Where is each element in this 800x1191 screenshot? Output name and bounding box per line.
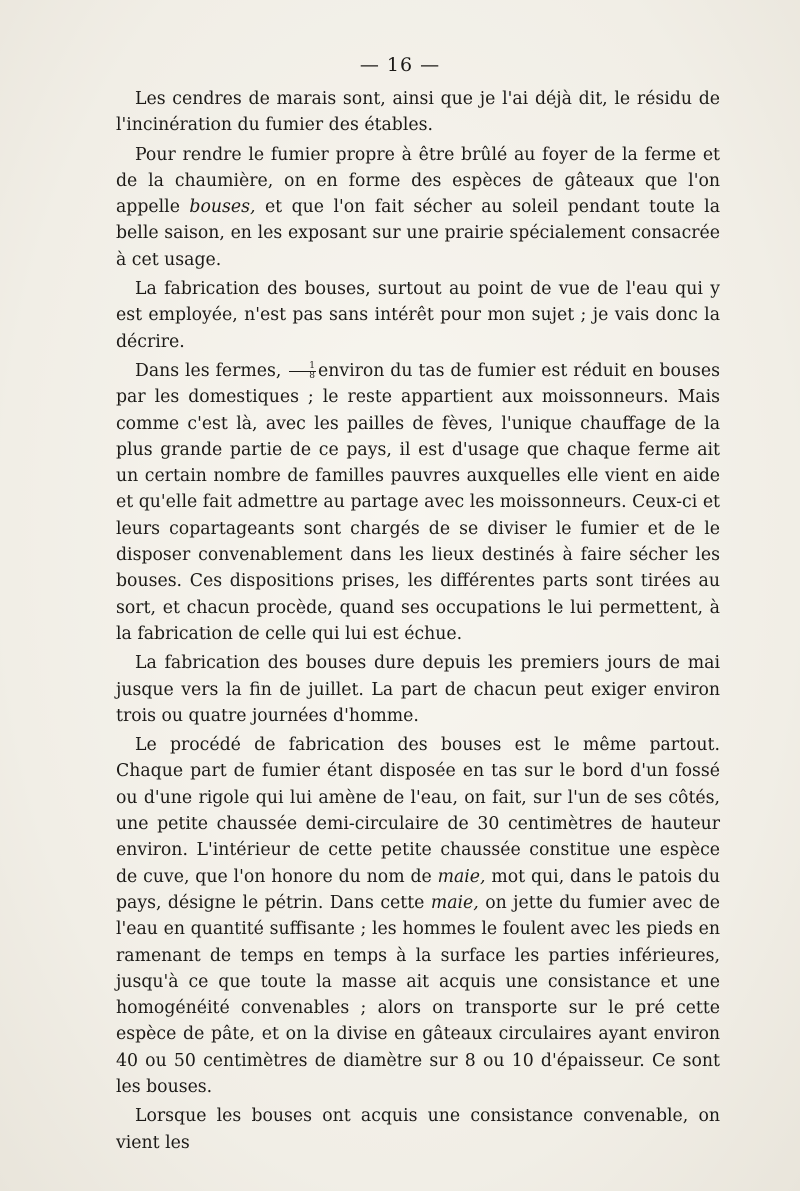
italic-term: maie,: [437, 866, 486, 887]
paragraph: [116, 358, 720, 647]
fraction-denominator: 8: [309, 370, 315, 381]
paragraph-text: environ du tas de fumier est réduit en bouses par les domestiques ; le reste appartient aux moissonneurs. Mais comme c'est là, avec les pailles de fèves, l'unique chauffage de la plus grande partie de ce pays, il est d'usage que chaque ferme ait un certain nombre de familles pauvres auxquelles elle vient en aide et qu'elle fait admettre au partage avec les moissonneurs. Ceux-ci et leurs copartageants sont chargés de se diviser le fumier et de le disposer convenablement dans les lieux destinés à faire sécher les bouses. Ces dispositions prises, les différentes parts sont tirées au sort, et chacun procède, quand ses occupations le lui permettent, à la fabrication de celle qui lui est échue.: [116, 360, 720, 644]
paragraph: [116, 142, 720, 273]
paragraph-text: Le procédé de fabrication des bouses est le même partout. Chaque part de fumier étant disposée en tas sur le bord d'un fossé ou d'une rigole qui lui amène de l'eau, on fait, sur l'un de ses côtés, une petite chaussée demi-circulaire de 30 centimètres de hauteur environ. L'intérieur de cette petite chaussée constitue une espèce de cuve, que l'on honore du nom de: [116, 735, 720, 887]
paragraph: [116, 732, 720, 1100]
body-text: [116, 86, 720, 1156]
paragraph-text: Dans les fermes,: [135, 360, 288, 381]
paragraph: Lorsque les bouses ont acquis une consistance convenable, on vient les: [116, 1106, 720, 1153]
paragraph: La fabrication des bouses dure depuis les premiers jours de mai jusque vers la fin de juillet. La part de chacun peut exiger environ trois ou quatre journées d'homme.: [116, 653, 720, 726]
paragraph-text: et que l'on fait sécher au soleil pendant toute la belle saison, en les exposant sur une prairie spécialement consacrée à cet usage.: [116, 197, 720, 270]
paragraph-text: Pour rendre le fumier propre à être brûlé au foyer de la ferme et de la chaumière, on en forme des espèces de gâteaux que l'on appelle: [116, 144, 720, 218]
paragraph: La fabrication des bouses, surtout au point de vue de l'eau qui y est employée, n'est pas sans intérêt pour mon sujet ; je vais donc la décrire.: [116, 279, 720, 352]
italic-term: maie,: [430, 892, 479, 913]
paragraph: Les cendres de marais sont, ainsi que je l'ai déjà dit, le résidu de l'incinération du fumier des étables.: [116, 89, 720, 136]
italic-term: bouses,: [189, 197, 256, 218]
fraction-numerator: 1: [289, 362, 316, 372]
page-number: — 16 —: [359, 54, 441, 76]
paragraph-text: mot qui, dans le patois du pays, désigne le pétrin. Dans cette: [116, 866, 721, 913]
paragraph-text: on jette du fumier avec de l'eau en quantité suffisante ; les hommes le foulent avec les pieds en ramenant de temps en temps à la surface les parties inférieures, jusqu'à ce que toute la masse ait acquis une consistance et une homogénéité convenables ; alors on transporte sur le pré cette espèce de pâte, et on la divise en gâteaux circulaires ayant environ 40 ou 50 centimètres de diamètre sur 8 ou 10 d'épaisseur. Ce sont les bouses.: [116, 892, 720, 1097]
fraction: [289, 362, 316, 381]
